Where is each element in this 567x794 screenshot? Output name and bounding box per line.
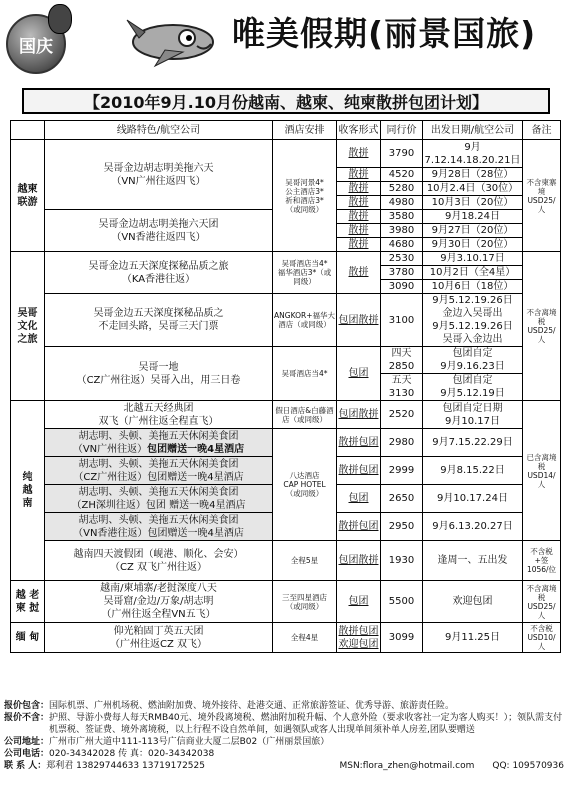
date-cell: 包团自定 9月9.16.23日 [423, 347, 523, 374]
header [0, 0, 567, 82]
table-row [11, 581, 561, 623]
form-cell: 散拼 [337, 224, 381, 238]
route-cell: 吴哥金边五天深度探秘品质之 不走回头路，吴哥三天门票 [45, 294, 273, 347]
footer-value: 国际机票、广州机场税、燃油附加费、境外接待、赴港交通、正常旅游签证、优秀导游、旅游责任险。 [49, 701, 455, 711]
footer-label: 报价不含： [4, 713, 50, 723]
form-cell: 散拼 [337, 140, 381, 168]
form-cell: 散拼包团 欢迎包团 [337, 623, 381, 653]
table-row [11, 623, 561, 653]
footer-label: 公司电话： [4, 749, 50, 759]
form-cell: 包团散拼 [337, 541, 381, 581]
form-cell: 散拼包团 [337, 457, 381, 485]
price-cell: 2530 [381, 252, 423, 266]
price-cell: 四天 2850 [381, 347, 423, 374]
price-cell: 1930 [381, 541, 423, 581]
price-cell: 3790 [381, 140, 423, 168]
hotel-cell: ANGKOR+福华大酒店（或同级） [273, 294, 337, 347]
footer-value: 护照、导游小费每人每天RMB40元、境外段离境税、燃油附加税升幅、个人意外险（要求收客社一定为客人购买！）；领队需支付机票税、签证费、境外离境税，以上行程不设自然单间，如遇领队或客人出现单间须补单人房差,团队要赠送 [49, 713, 563, 735]
price-cell: 2950 [381, 513, 423, 541]
route-line: 胡志明、头顿、美拖五天休闲美食团 [78, 486, 239, 498]
note-cell: 不含税USD10/人 [523, 623, 561, 653]
footer-label: 联 系 人： [4, 761, 47, 771]
date-cell: 包团自定日期 9月10.17日 [423, 401, 523, 429]
footer-msn: MSN:flora_zhen@hotmail.com [339, 761, 475, 771]
table-row [11, 252, 561, 266]
date-cell: 9月18.24日 [423, 210, 523, 224]
price-cell: 5500 [381, 581, 423, 623]
header-cell-price: 同行价 [381, 121, 423, 140]
lantern-icon [48, 4, 72, 34]
hotel-cell: 三至四星酒店 （或同级） [273, 581, 337, 623]
date-cell: 9月8.15.22日 [423, 457, 523, 485]
header-cell-form: 收客形式 [337, 121, 381, 140]
note-cell: 已含离境税USD14/人 [523, 401, 561, 541]
route-cell: 吴哥金边胡志明美拖六天 （VN广州往返四飞） [45, 140, 273, 210]
group-name: 缅 甸 [11, 623, 45, 653]
price-cell: 4980 [381, 196, 423, 210]
price-cell: 3780 [381, 266, 423, 280]
form-cell: 包团散拼 [337, 294, 381, 347]
form-cell: 散拼 [337, 210, 381, 224]
hotel-cell: 八达酒店 CAP HOTEL （或同级） [273, 429, 337, 541]
date-cell: 9月27日（20位） [423, 224, 523, 238]
form-cell: 包团散拼 [337, 401, 381, 429]
price-cell: 2650 [381, 485, 423, 513]
footer-value: 郑利君 13829744633 13719172525 [46, 761, 205, 771]
table-row [11, 294, 561, 347]
route-cell: 吴哥金边五天深度探秘品质之旅 （KA香港往返） [45, 252, 273, 294]
price-cell: 3980 [381, 224, 423, 238]
price-cell: 4680 [381, 238, 423, 252]
route-line: 胡志明、头顿、美拖五天休闲美食团 [78, 514, 239, 526]
date-cell: 9月6.13.20.27日 [423, 513, 523, 541]
hotel-cell: 吴哥酒店当4* 福华酒店3*（或同级） [273, 252, 337, 294]
route-cell: 越南/柬埔寨/老挝深度八天 吴哥窟/金边/万象/胡志明 （广州往返全程VN五飞） [45, 581, 273, 623]
header-cell-date: 出发日期/航空公司 [423, 121, 523, 140]
date-cell: 包团自定 9月5.12.19日 [423, 374, 523, 401]
date-cell: 9月28日（28位） [423, 168, 523, 182]
form-cell: 散拼 [337, 252, 381, 294]
table-row [11, 429, 561, 457]
date-cell: 欢迎包团 [423, 581, 523, 623]
date-cell: 9月10.17.24日 [423, 485, 523, 513]
table-row [11, 401, 561, 429]
route-cell: 仰光粕固丁英五天团 （广州往返CZ 双飞） [45, 623, 273, 653]
route-line: 胡志明、头顿、美拖五天休闲美食团 [78, 430, 239, 442]
form-cell: 散拼 [337, 238, 381, 252]
date-cell: 9月3.10.17日 [423, 252, 523, 266]
table-row [11, 541, 561, 581]
price-cell: 3100 [381, 294, 423, 347]
footer-value: 广州市广州大道中111-113号广信商业大厦二层B02（广州丽景国旅） [49, 737, 330, 747]
footer-address [4, 736, 564, 748]
date-cell: 9月5.12.19.26日 金边入吴哥出 9月5.12.19.26日 吴哥入金边出 [423, 294, 523, 347]
form-cell: 散拼 [337, 168, 381, 182]
route-line: 包团赠送一晚4星酒店 [147, 443, 245, 455]
hotel-cell: 假日酒店&白藤酒店（或同级） [273, 401, 337, 429]
route-cell [45, 457, 273, 485]
date-cell: 9月30日（20位） [423, 238, 523, 252]
tour-table [10, 120, 561, 653]
date-cell: 逢周一、五出发 [423, 541, 523, 581]
footer-phone [4, 748, 564, 760]
form-cell: 包团 [337, 347, 381, 401]
table-header-row [11, 121, 561, 140]
group-name: 越柬 联游 [11, 140, 45, 252]
price-cell: 2999 [381, 457, 423, 485]
form-cell: 散拼包团 [337, 429, 381, 457]
route-cell [45, 429, 273, 457]
hotel-cell: 吴哥河景4* 公主酒店3* 祈和酒店3* （或同级） [273, 140, 337, 252]
plan-title-bar: 【2010年9月.10月份越南、越柬、纯柬散拼包团计划】 [22, 88, 550, 114]
price-cell: 5280 [381, 182, 423, 196]
route-line: （VN香港往返）包团赠送一晚4星酒店 [73, 527, 244, 539]
table-row [11, 140, 561, 168]
route-cell: 吴哥金边胡志明美拖六天团 （VN香港往返四飞） [45, 210, 273, 252]
note-cell: 不含柬寨境USD25/人 [523, 140, 561, 252]
date-cell: 10月3日（20位） [423, 196, 523, 210]
date-cell: 9月11.25日 [423, 623, 523, 653]
form-cell: 散拼 [337, 196, 381, 210]
hotel-cell: 吴哥酒店当4* [273, 347, 337, 401]
group-name: 纯 越 南 [11, 401, 45, 581]
table-row [11, 347, 561, 374]
route-cell: 北越五天经典团 双飞（广州往返全程直飞） [45, 401, 273, 429]
airplane-mascot-icon [125, 8, 225, 68]
route-cell: 越南四天渡假团（岘港、顺化、会安） （CZ 双飞广州往返） [45, 541, 273, 581]
header-cell-route: 线路特色/航空公司 [45, 121, 273, 140]
price-cell: 2520 [381, 401, 423, 429]
date-cell: 10月6日（18位） [423, 280, 523, 294]
route-line: （ZH深圳往返）包团 赠送一晚4星酒店 [71, 499, 246, 511]
price-cell: 3099 [381, 623, 423, 653]
price-cell: 2980 [381, 429, 423, 457]
date-cell: 10月2.4日（30位） [423, 182, 523, 196]
note-cell: 不含离境税USD25/人 [523, 581, 561, 623]
price-cell: 4520 [381, 168, 423, 182]
footer [4, 700, 564, 772]
price-cell: 3580 [381, 210, 423, 224]
form-cell: 散拼 [337, 182, 381, 196]
route-cell: 吴哥一地 （CZ广州往返）吴哥入出，用三日卷 [45, 347, 273, 401]
route-line: （VN广州往返） [72, 443, 148, 455]
route-line: （CZ广州往返）包团赠送一晚4星酒店 [73, 471, 244, 483]
date-cell: 9月 7.12.14.18.20.21日 [423, 140, 523, 168]
note-cell: 不含离境税USD25/人 [523, 252, 561, 401]
date-cell: 9月7.15.22.29日 [423, 429, 523, 457]
group-name: 越 老 柬 挝 [11, 581, 45, 623]
footer-contact [4, 760, 564, 772]
hotel-cell: 全程4星 [273, 623, 337, 653]
route-line: 胡志明、头顿、美拖五天休闲美食团 [78, 458, 239, 470]
footer-value: 020-34342028 传 真：020-34342038 [49, 749, 215, 759]
note-cell: 不含税+签1056/位 [523, 541, 561, 581]
header-cell-note: 备注 [523, 121, 561, 140]
page-title: 唯美假期(丽景国旅) [232, 14, 537, 53]
hotel-cell: 全程5星 [273, 541, 337, 581]
footer-includes [4, 700, 564, 712]
header-cell-blank [11, 121, 45, 140]
form-cell: 散拼包团 [337, 513, 381, 541]
form-cell: 包团 [337, 581, 381, 623]
footer-excludes [4, 712, 564, 736]
footer-qq: QQ: 109570936 [492, 761, 564, 771]
price-cell: 五天 3130 [381, 374, 423, 401]
route-cell [45, 485, 273, 513]
date-cell: 10月2日（全4星） [423, 266, 523, 280]
form-cell: 包团 [337, 485, 381, 513]
footer-label: 报价包含： [4, 701, 50, 711]
footer-label: 公司地址： [4, 737, 50, 747]
price-cell: 3090 [381, 280, 423, 294]
badge-text: 国庆 [19, 36, 53, 57]
route-cell [45, 513, 273, 541]
header-cell-hotel: 酒店安排 [273, 121, 337, 140]
group-name: 吴哥 文化 之旅 [11, 252, 45, 401]
